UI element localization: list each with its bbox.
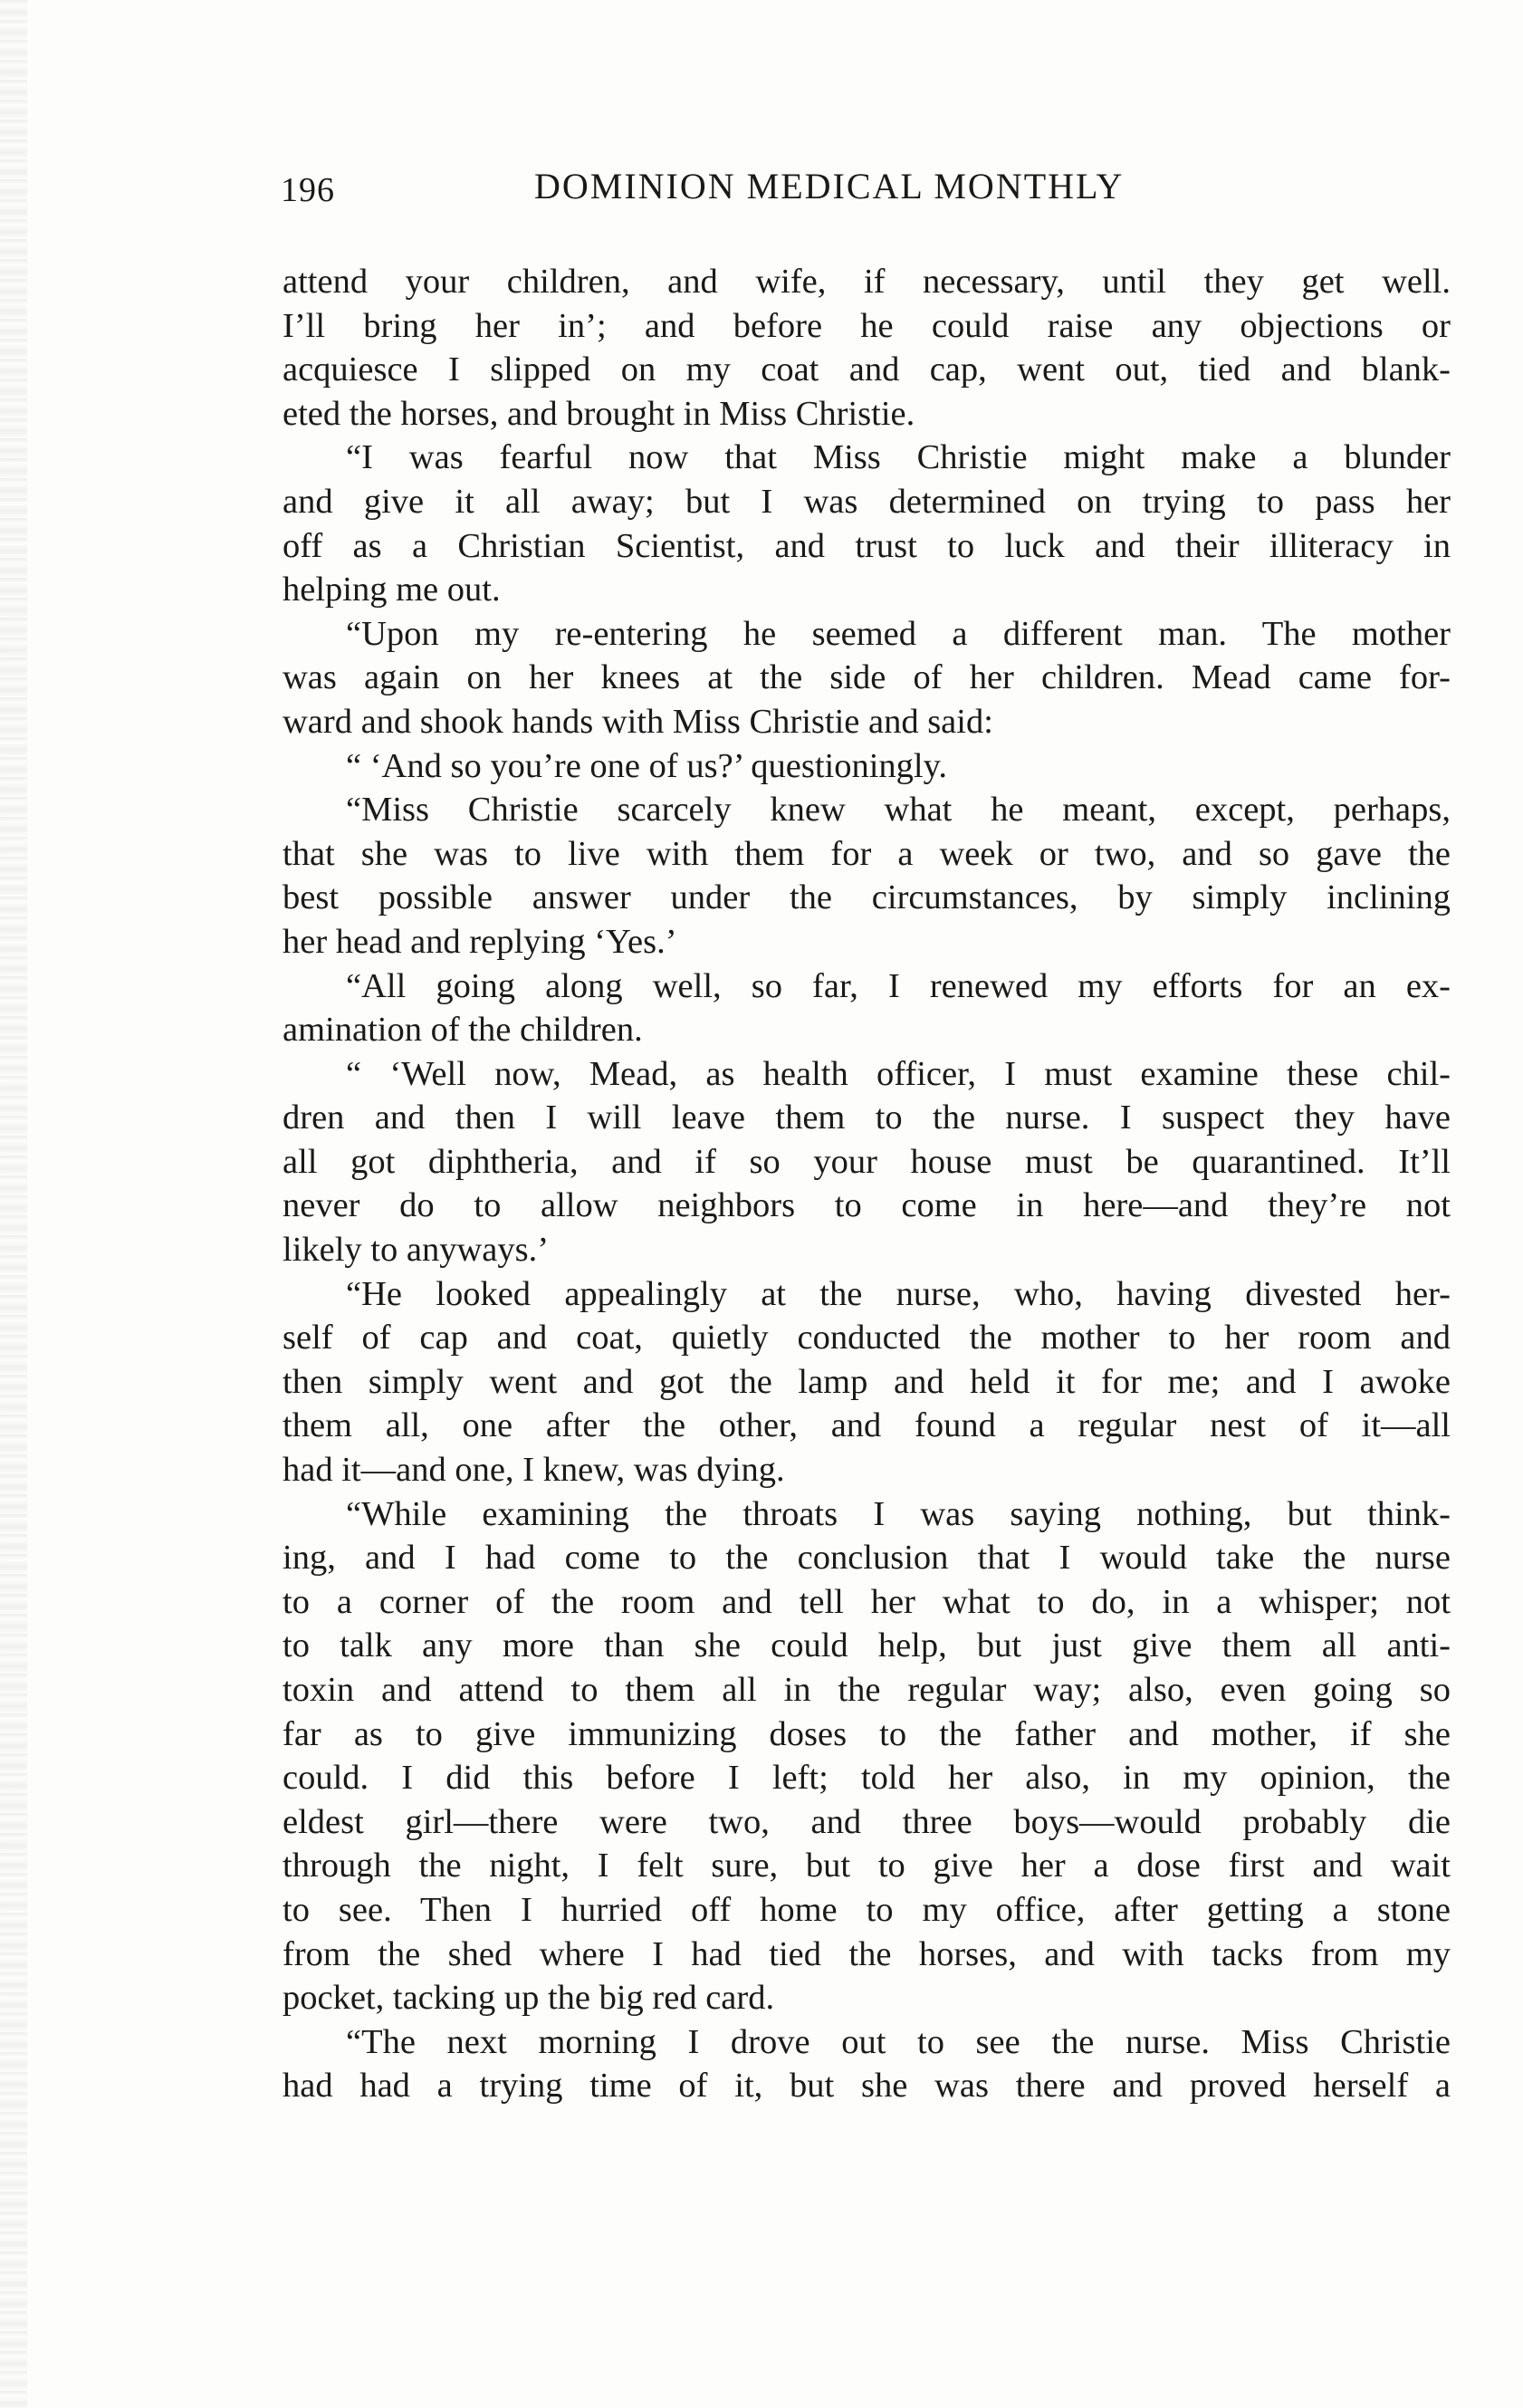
text-line: “All going along well, so far, I renewed my efforts for an ex- xyxy=(346,966,1451,1005)
scanned-binding-edge xyxy=(0,0,27,2408)
text-line: was again on her knees at the side of her children. Mead came for- xyxy=(283,658,1451,697)
text-line: toxin and attend to them all in the regular way; also, even going so xyxy=(283,1671,1451,1709)
text-line: that she was to live with them for a week or two, and so gave the xyxy=(283,834,1451,873)
text-line: “While examining the throats I was saying nothing, but think- xyxy=(346,1494,1451,1533)
text-line: acquiesce I slipped on my coat and cap, went out, tied and blank- xyxy=(283,350,1451,389)
text-line: to talk any more than she could help, but just give them all anti- xyxy=(283,1626,1451,1665)
text-line: “ ‘And so you’re one of us?’ questioningly. xyxy=(346,746,947,785)
text-line: ing, and I had come to the conclusion that I would take the nurse xyxy=(283,1539,1451,1578)
text-line: had had a trying time of it, but she was there and proved herself a xyxy=(283,2067,1451,2106)
text-line: I’ll bring her in’; and before he could raise any objections or xyxy=(283,306,1451,345)
text-line: and give it all away; but I was determined on trying to pass her xyxy=(283,482,1451,521)
text-line: from the shed where I had tied the horses, and with tacks from my xyxy=(283,1934,1451,1973)
text-line: “ ‘Well now, Mead, as health officer, I must examine these chil- xyxy=(346,1054,1451,1093)
text-line: amination of the children. xyxy=(283,1011,643,1050)
text-line: her head and replying ‘Yes.’ xyxy=(283,922,677,961)
text-line: “He looked appealingly at the nurse, who, having divested her- xyxy=(346,1274,1451,1313)
text-line: likely to anyways.’ xyxy=(283,1231,550,1270)
text-line: best possible answer under the circumstances, by simply inclining xyxy=(283,878,1451,917)
text-line: “Miss Christie scarcely knew what he meant, except, perhaps, xyxy=(346,791,1451,830)
text-line: could. I did this before I left; told her also, in my opinion, the xyxy=(283,1759,1451,1798)
body-text xyxy=(283,260,1451,2108)
text-line: pocket, tacking up the big red card. xyxy=(283,1979,775,2018)
text-line: far as to give immunizing doses to the father and mother, if she xyxy=(283,1714,1451,1753)
text-line: eldest girl—there were two, and three boys—would probably die xyxy=(283,1802,1451,1841)
text-line: never do to allow neighbors to come in here—and they’re not xyxy=(283,1186,1451,1225)
text-line: self of cap and coat, quietly conducted the mother to her room and xyxy=(283,1319,1451,1357)
text-line: “The next morning I drove out to see the nurse. Miss Christie xyxy=(346,2022,1451,2061)
text-line: ward and shook hands with Miss Christie and said: xyxy=(283,702,993,741)
text-line: through the night, I felt sure, but to give her a dose first and wait xyxy=(283,1847,1451,1885)
text-line: them all, one after the other, and found a regular nest of it—all xyxy=(283,1406,1451,1445)
text-line: then simply went and got the lamp and held it for me; and I awoke xyxy=(283,1362,1451,1401)
text-line: had it—and one, I knew, was dying. xyxy=(283,1451,785,1490)
text-line: attend your children, and wife, if necessary, until they get well. xyxy=(283,263,1451,301)
page-number: 196 xyxy=(281,171,335,209)
text-line: eted the horses, and brought in Miss Christie. xyxy=(283,394,915,433)
text-line: “Upon my re-entering he seemed a different man. The mother xyxy=(346,614,1451,653)
text-line: to a corner of the room and tell her what to do, in a whisper; not xyxy=(283,1582,1451,1621)
text-line: dren and then I will leave them to the nurse. I suspect they have xyxy=(283,1098,1451,1137)
page-header xyxy=(281,161,1186,216)
running-title: DOMINION MEDICAL MONTHLY xyxy=(534,166,1125,206)
text-line: to see. Then I hurried off home to my office, after getting a stone xyxy=(283,1890,1451,1929)
text-line: all got diphtheria, and if so your house must be quarantined. It’ll xyxy=(283,1142,1451,1181)
text-line: “I was fearful now that Miss Christie might make a blunder xyxy=(346,438,1451,477)
text-line: off as a Christian Scientist, and trust to luck and their illiteracy in xyxy=(283,526,1451,565)
text-line: helping me out. xyxy=(283,571,501,609)
